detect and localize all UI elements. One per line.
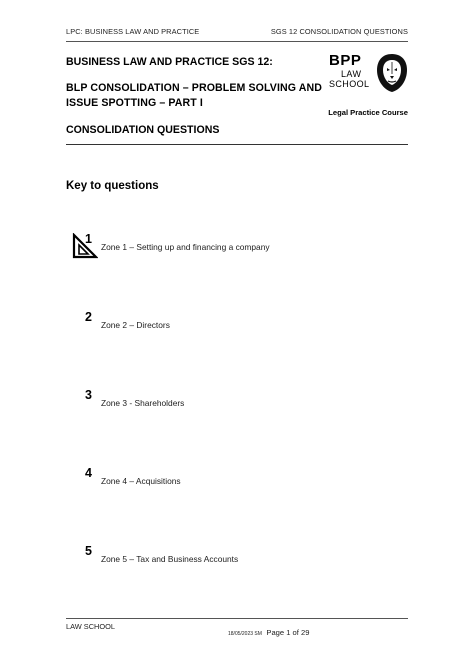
page-header <box>66 27 408 41</box>
footer-page-info <box>228 622 309 640</box>
title-divider <box>66 144 408 145</box>
header-left-text: LPC: BUSINESS LAW AND PRACTICE <box>66 27 200 36</box>
header-divider <box>66 41 408 42</box>
header-right-text: SGS 12 CONSOLIDATION QUESTIONS <box>270 27 408 36</box>
footer-left-text: LAW SCHOOL <box>66 622 116 631</box>
zone-number: 2 <box>85 310 92 324</box>
zone-label: Zone 3 - Shareholders <box>101 398 185 408</box>
zone-number: 4 <box>85 466 92 480</box>
key-heading: Key to questions <box>66 180 159 192</box>
section-title: CONSOLIDATION QUESTIONS <box>66 124 220 136</box>
lion-head-icon <box>374 52 410 94</box>
logo-law-text: LAW <box>341 69 362 79</box>
zone-number: 5 <box>85 544 92 558</box>
footer-divider <box>66 618 408 619</box>
footer-date: 18/05/2023 SM <box>228 631 262 637</box>
zone-item-3 <box>72 388 402 416</box>
zone-number: 3 <box>85 388 92 402</box>
zone-item-1 <box>72 232 402 260</box>
document-subtitle: BLP CONSOLIDATION – PROBLEM SOLVING AND ISSUE SPOTTING – PART I <box>66 82 323 109</box>
page-number: Page 1 of 29 <box>266 628 310 637</box>
logo-school-text: SCHOOL <box>329 79 370 89</box>
zone-label: Zone 5 – Tax and Business Accounts <box>101 554 239 564</box>
zone-item-2 <box>72 310 402 338</box>
zone-label: Zone 2 – Directors <box>101 320 170 330</box>
zone-item-5 <box>72 544 402 572</box>
zone-number: 1 <box>85 232 92 246</box>
page-footer <box>66 622 408 637</box>
zone-label: Zone 4 – Acquisitions <box>101 476 181 486</box>
zone-label: Zone 1 – Setting up and financing a company <box>101 242 270 252</box>
bpp-law-school-logo <box>329 52 409 96</box>
zone-item-4 <box>72 466 402 494</box>
course-name: Legal Practice Course <box>328 108 408 117</box>
logo-brand-text: BPP <box>329 52 362 69</box>
document-title: BUSINESS LAW AND PRACTICE SGS 12: <box>66 56 273 68</box>
